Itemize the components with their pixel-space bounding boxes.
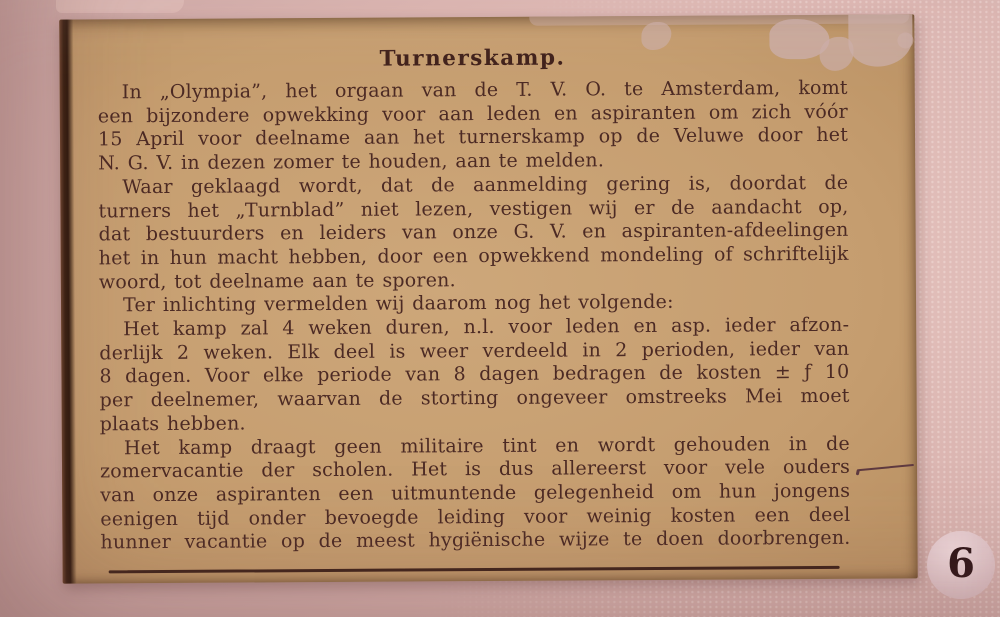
text-line: van onze aspiranten een uitmuntende gelegenheid om hun jongens [100, 479, 851, 507]
page-number-sticker [927, 531, 995, 599]
text-line: per deelnemer, waarvan de storting ongeveer omstreeks Mei moet [99, 384, 850, 412]
glue-stain [897, 32, 913, 48]
glue-stain [848, 14, 912, 66]
paper-sliver-top-left [56, 0, 184, 13]
text-line: dat bestuurders en leiders van onze G. V. en aspiranten-afdeelingen [98, 219, 849, 246]
text-line: eenigen tijd onder bevoegde leiding voor weinig kosten een deel [100, 503, 851, 531]
article-title: Turnerskamp. [379, 45, 566, 72]
text-line: In „Olympia”, het orgaan van de T. V. O. te Amsterdam, komt [121, 76, 848, 104]
text-line: 15 April voor deelname aan het turnerskamp op de Veluwe door het [97, 124, 849, 151]
text-line: turners het „Turnblad” niet lezen, vestigen wij er de aandacht op, [98, 195, 849, 222]
text-line: woord, tot deelname aan te sporen. [98, 268, 456, 294]
text-line: derlijk 2 weken. Elk deel is weer verdeeld in 2 perioden, ieder van [99, 337, 850, 365]
clipping-left-edge [59, 20, 76, 584]
text-line: 8 dagen. Voor elke periode van 8 dagen bedragen de kosten ± ƒ 10 [99, 361, 850, 388]
text-line: Het kamp zal 4 weken duren, n.l. voor leden en asp. ieder afzon- [123, 313, 850, 341]
text-line: hunner vacantie op de meest hygiënische wijze te doen doorbrengen. [100, 527, 851, 554]
text-line: het in hun macht hebben, door een opwekkend mondeling of schriftelijk [98, 242, 849, 270]
newspaper-clipping [59, 14, 917, 583]
article-text [98, 77, 851, 556]
article [97, 44, 850, 556]
bottom-rule [109, 566, 840, 573]
text-line: N. G. V. in dezen zomer te houden, aan te melden. [98, 149, 605, 175]
text-line: plaats hebben. [99, 412, 246, 436]
text-line: Ter inlichting vermelden wij daarom nog het volgende: [122, 291, 674, 317]
page-number: 6 [947, 539, 975, 587]
glue-stain [529, 14, 909, 25]
text-line: zomervacantie der scholen. Het is dus allereerst voor vele ouders [99, 456, 851, 483]
text-line: Waar geklaagd wordt, dat de aanmelding gering is, doordat de [122, 171, 849, 199]
pen-mark [858, 464, 914, 471]
text-line: een bijzondere opwekking voor aan leden en aspiranten om zich vóór [97, 100, 848, 128]
text-line: Het kamp draagt geen militaire tint en wordt gehouden in de [123, 432, 850, 459]
